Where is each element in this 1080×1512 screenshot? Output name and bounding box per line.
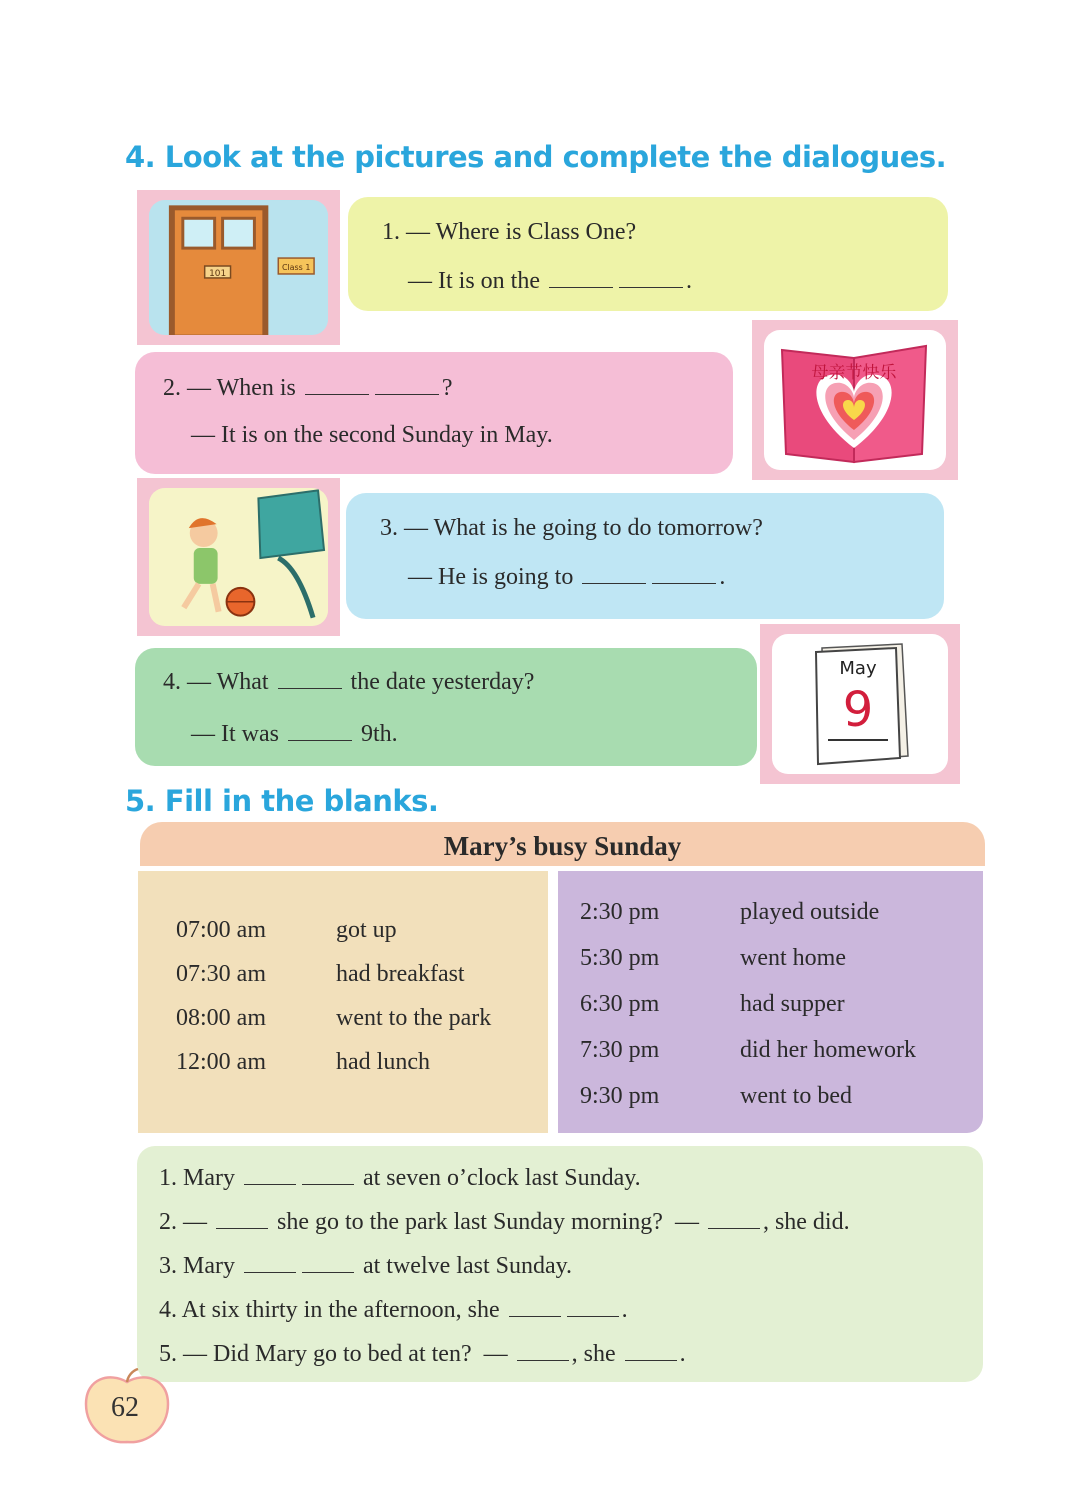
fill-in-exercise-box [137,1146,983,1382]
page-number: 62 [111,1392,139,1423]
dialogue-3-question: 3. — What is he going to do tomorrow? [380,515,763,541]
schedule-time: 5:30 pm [580,945,660,971]
schedule-activity: went to bed [740,1083,852,1109]
calendar-day: 9 [842,682,874,738]
blank[interactable] [288,720,352,741]
dialogue-4-answer: — It was 9th. [191,721,398,747]
schedule-time: 07:30 am [176,961,266,987]
door-picture [149,200,328,335]
blank[interactable] [509,1296,561,1317]
schedule-activity: had breakfast [336,961,465,987]
schedule-title: Mary’s busy Sunday [140,822,985,866]
blank[interactable] [619,267,683,288]
dialogue-2-question: 2. — When is ? [163,375,453,401]
dialogue-3-answer: — He is going to . [408,564,726,590]
picture-frame-card [752,320,958,480]
dialogue-1-question: 1. — Where is Class One? [382,219,637,245]
exercise-1: 1. Mary at seven o’clock last Sunday. [159,1165,641,1191]
schedule-activity: played outside [740,899,880,925]
calendar-month: May [839,658,877,679]
blank[interactable] [549,267,613,288]
schedule-afternoon-panel [558,871,983,1133]
schedule-activity: went to the park [336,1005,492,1031]
schedule-time: 12:00 am [176,1049,266,1075]
blank[interactable] [244,1164,296,1185]
blank[interactable] [305,374,369,395]
picture-frame-calendar [760,624,960,784]
schedule-time: 6:30 pm [580,991,660,1017]
blank[interactable] [567,1296,619,1317]
dialogue-bubble-3 [346,493,944,619]
schedule-time: 7:30 pm [580,1037,660,1063]
schedule-time: 07:00 am [176,917,266,943]
dialogue-1-answer: — It is on the . [408,268,692,294]
schedule-time: 08:00 am [176,1005,266,1031]
picture-frame-basketball [137,478,340,636]
blank[interactable] [708,1208,760,1229]
schedule-activity: got up [336,917,397,943]
section-4-heading: 4. Look at the pictures and complete the dialogues. [125,140,947,174]
dialogue-bubble-2 [135,352,733,474]
schedule-time: 2:30 pm [580,899,660,925]
exercise-3: 3. Mary at twelve last Sunday. [159,1253,573,1279]
card-text: 母亲节快乐 [811,363,897,383]
blank[interactable] [302,1252,354,1273]
dialogue-bubble-4 [135,648,757,766]
exercise-4: 4. At six thirty in the afternoon, she . [159,1297,628,1323]
door-sign-text: Class 1 [281,262,311,272]
blank[interactable] [375,374,439,395]
blank[interactable] [278,668,342,689]
blank[interactable] [244,1252,296,1273]
schedule-time: 9:30 pm [580,1083,660,1109]
dialogue-bubble-1 [348,197,948,311]
section-5-heading: 5. Fill in the blanks. [125,784,439,818]
exercise-5: 5. — Did Mary go to bed at ten? — , she . [159,1341,686,1367]
mothers-day-card-picture [764,330,946,470]
basketball-picture [149,488,328,626]
blank[interactable] [302,1164,354,1185]
exercise-2: 2. — she go to the park last Sunday morning? — , she did. [159,1209,850,1235]
picture-frame-door [137,190,340,345]
schedule-activity: went home [740,945,846,971]
schedule-activity: had lunch [336,1049,430,1075]
blank[interactable] [216,1208,268,1229]
blank[interactable] [652,563,716,584]
blank[interactable] [517,1340,569,1361]
schedule-activity: did her homework [740,1037,916,1063]
blank[interactable] [582,563,646,584]
schedule-morning-panel [138,871,548,1133]
schedule-activity: had supper [740,991,845,1017]
door-number: 101 [209,268,227,279]
dialogue-4-question: 4. — What the date yesterday? [163,669,535,695]
calendar-picture [772,634,948,774]
dialogue-2-answer: — It is on the second Sunday in May. [191,422,553,448]
blank[interactable] [625,1340,677,1361]
